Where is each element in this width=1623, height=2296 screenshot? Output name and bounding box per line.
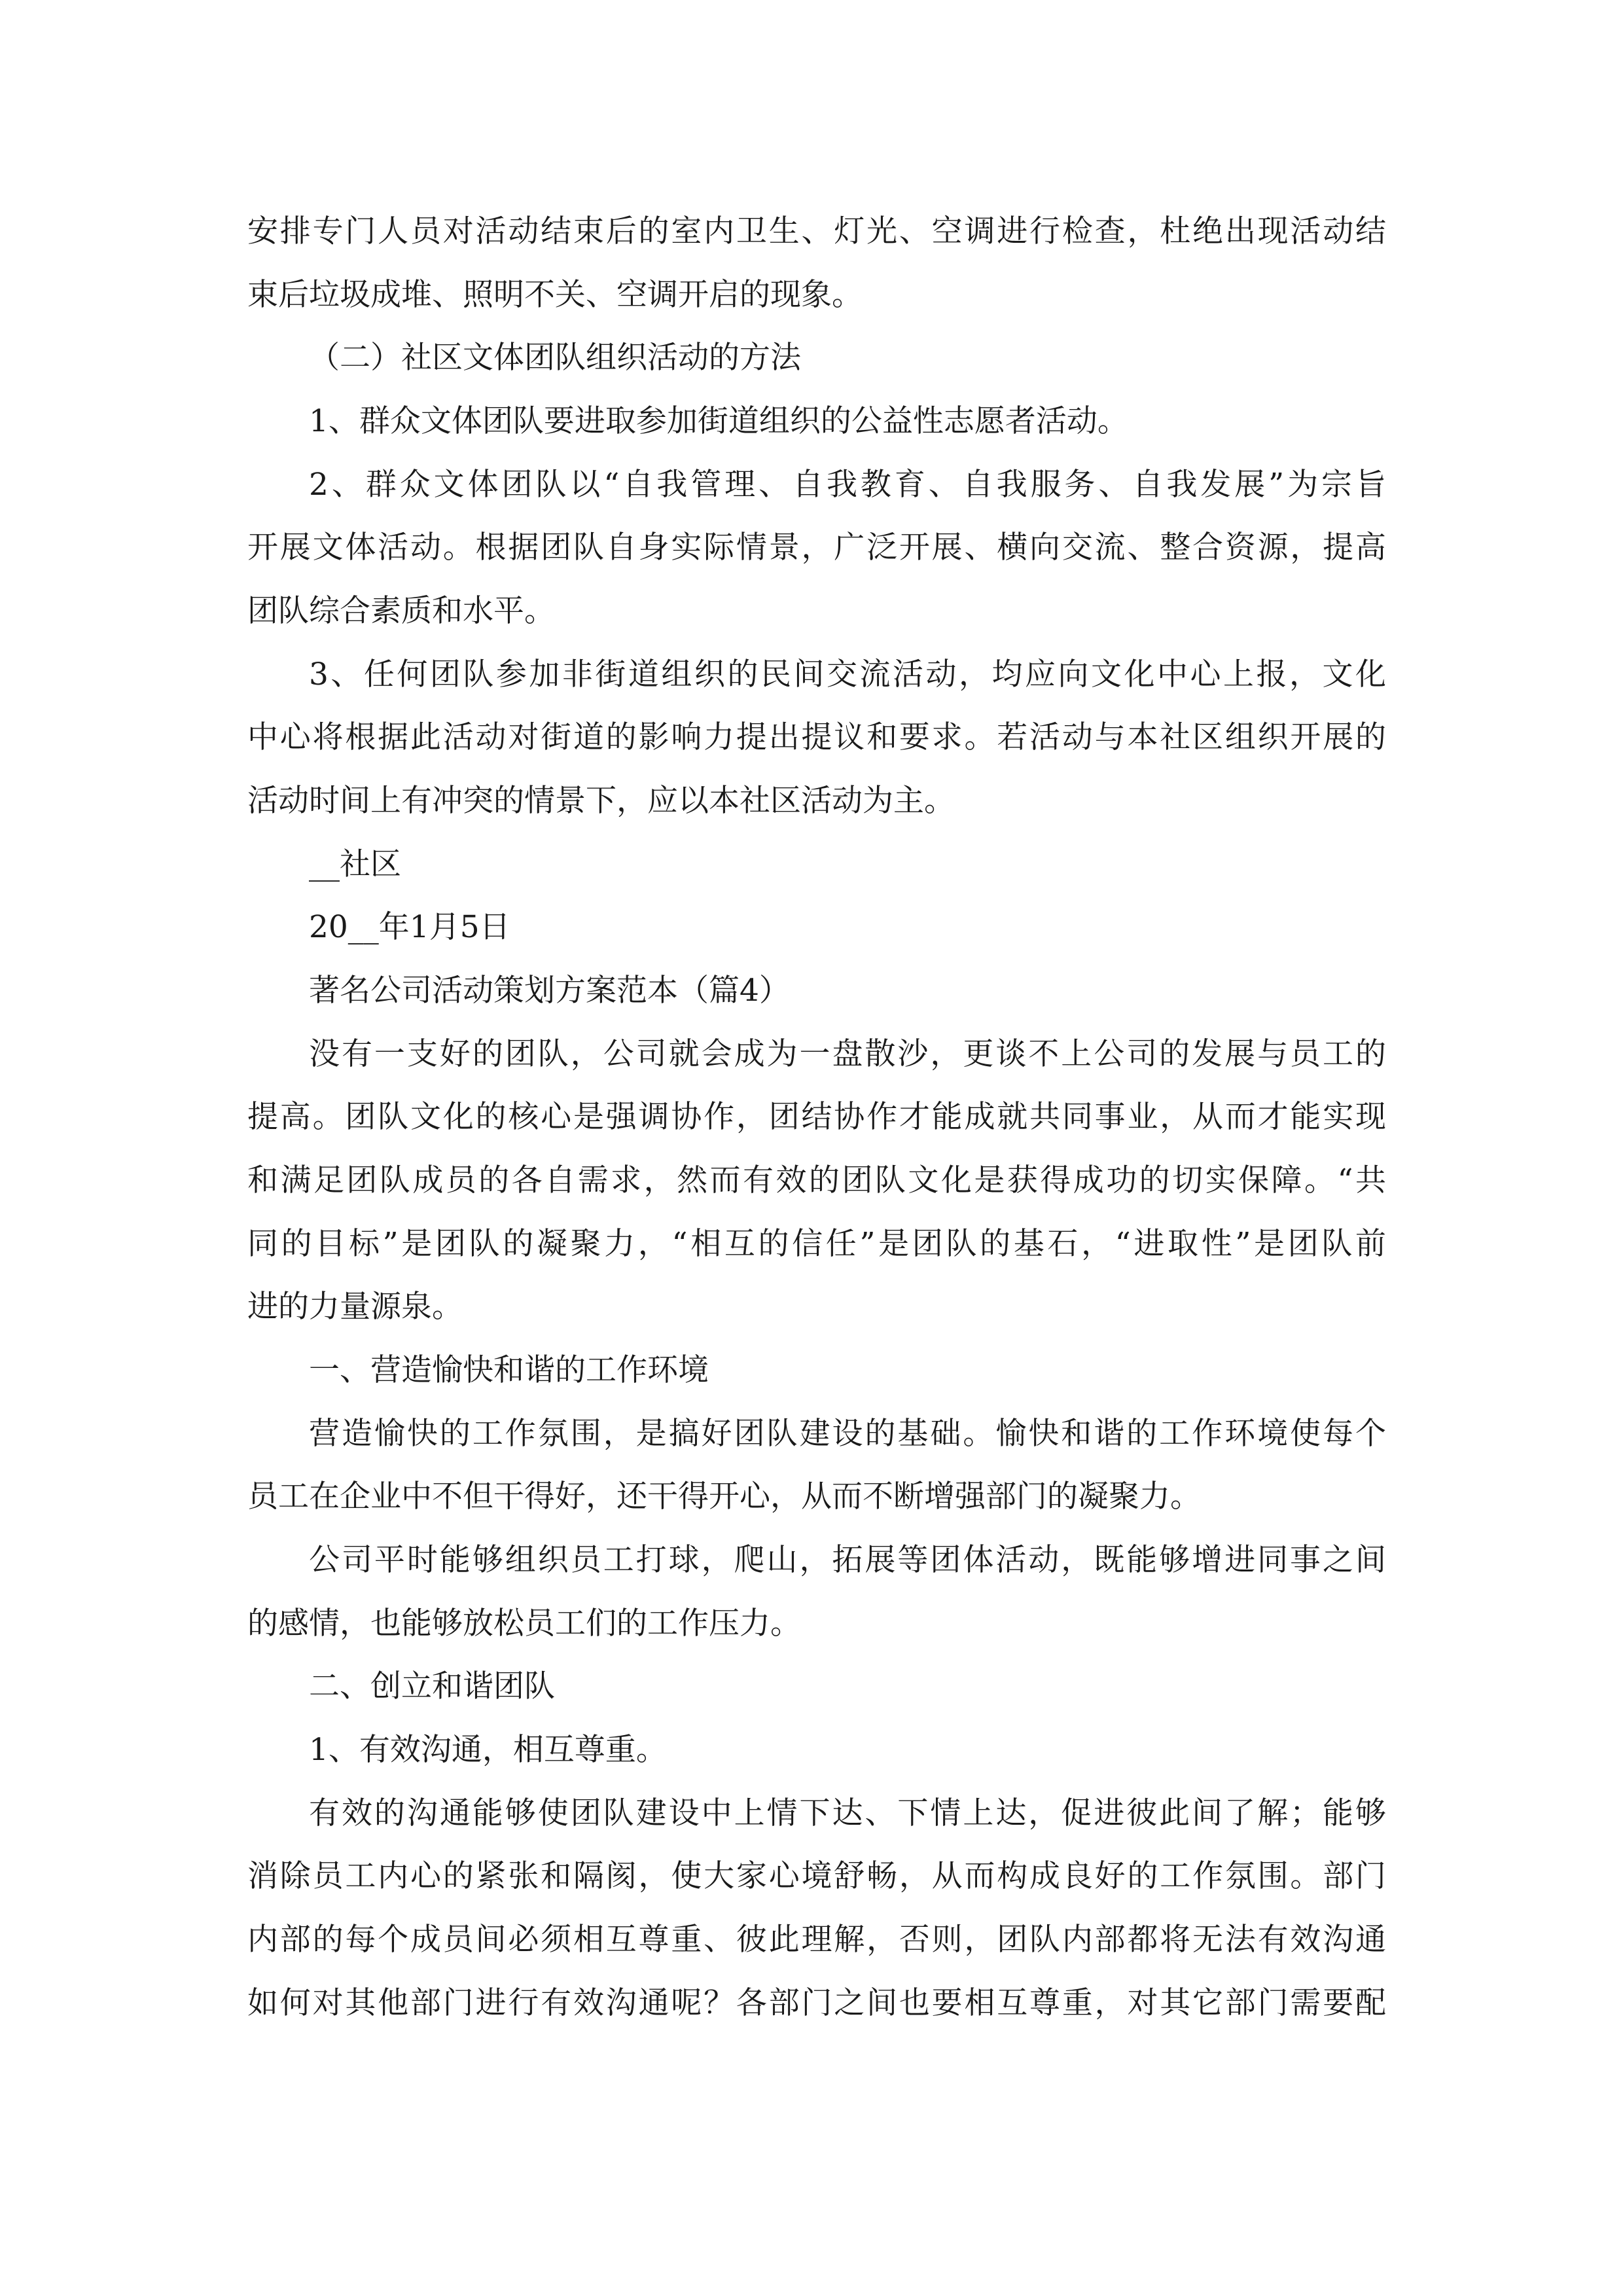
- paragraph-line: 同的目标”是团队的凝聚力，“相互的信任”是团队的基石，“进取性”是团队前: [247, 1226, 1386, 1262]
- paragraph-line: 提高。团队文化的核心是强调协作，团结协作才能成就共同事业，从而才能实现: [247, 1099, 1386, 1135]
- list-item: 2、群众文体团队以“自我管理、自我教育、自我服务、自我发展”为宗旨: [309, 467, 1386, 503]
- paragraph-line: 没有一支好的团队，公司就会成为一盘散沙，更谈不上公司的发展与员工的: [309, 1036, 1386, 1072]
- paragraph-line: 安排专门人员对活动结束后的室内卫生、灯光、空调进行检查，杜绝出现活动结: [247, 213, 1386, 249]
- paragraph-line: 和满足团队成员的各自需求，然而有效的团队文化是获得成功的切实保障。“共: [247, 1162, 1386, 1198]
- paragraph-line: 有效的沟通能够使团队建设中上情下达、下情上达，促进彼此间了解；能够: [309, 1795, 1386, 1831]
- paragraph-line: 营造愉快的工作氛围，是搞好团队建设的基础。愉快和谐的工作环境使每个: [309, 1416, 1386, 1452]
- section-heading: 一、营造愉快和谐的工作环境: [309, 1352, 709, 1388]
- section-heading: （二）社区文体团队组织活动的方法: [309, 340, 801, 376]
- date-line: 20__年1月5日: [309, 909, 510, 945]
- document-title: 著名公司活动策划方案范本（篇4）: [309, 973, 790, 1009]
- paragraph-line: 消除员工内心的紧张和隔阂，使大家心境舒畅，从而构成良好的工作氛围。部门: [247, 1858, 1386, 1894]
- paragraph-line: 的感情，也能够放松员工们的工作压力。: [247, 1605, 801, 1641]
- paragraph-line: 内部的每个成员间必须相互尊重、彼此理解，否则，团队内部都将无法有效沟通: [247, 1922, 1386, 1958]
- paragraph-line: 中心将根据此活动对街道的影响力提出提议和要求。若活动与本社区组织开展的: [247, 719, 1386, 755]
- paragraph-line: 进的力量源泉。: [247, 1289, 463, 1325]
- list-item: 3、任何团队参加非街道组织的民间交流活动，均应向文化中心上报，文化: [309, 656, 1386, 692]
- signature-line: __社区: [309, 846, 401, 882]
- paragraph-line: 公司平时能够组织员工打球，爬山，拓展等团体活动，既能够增进同事之间: [309, 1542, 1386, 1578]
- paragraph-line: 束后垃圾成堆、照明不关、空调开启的现象。: [247, 277, 863, 313]
- paragraph-line: 开展文体活动。根据团队自身实际情景，广泛开展、横向交流、整合资源，提高: [247, 529, 1386, 565]
- paragraph-line: 团队综合素质和水平。: [247, 593, 555, 629]
- paragraph-line: 员工在企业中不但干得好，还干得开心，从而不断增强部门的凝聚力。: [247, 1479, 1201, 1515]
- subsection-heading: 1、有效沟通，相互尊重。: [309, 1732, 667, 1768]
- section-heading: 二、创立和谐团队: [309, 1668, 555, 1704]
- paragraph-line: 活动时间上有冲突的情景下，应以本社区活动为主。: [247, 783, 955, 819]
- paragraph-line: 如何对其他部门进行有效沟通呢？各部门之间也要相互尊重，对其它部门需要配: [247, 1985, 1386, 2021]
- list-item: 1、群众文体团队要进取参加街道组织的公益性志愿者活动。: [309, 403, 1128, 439]
